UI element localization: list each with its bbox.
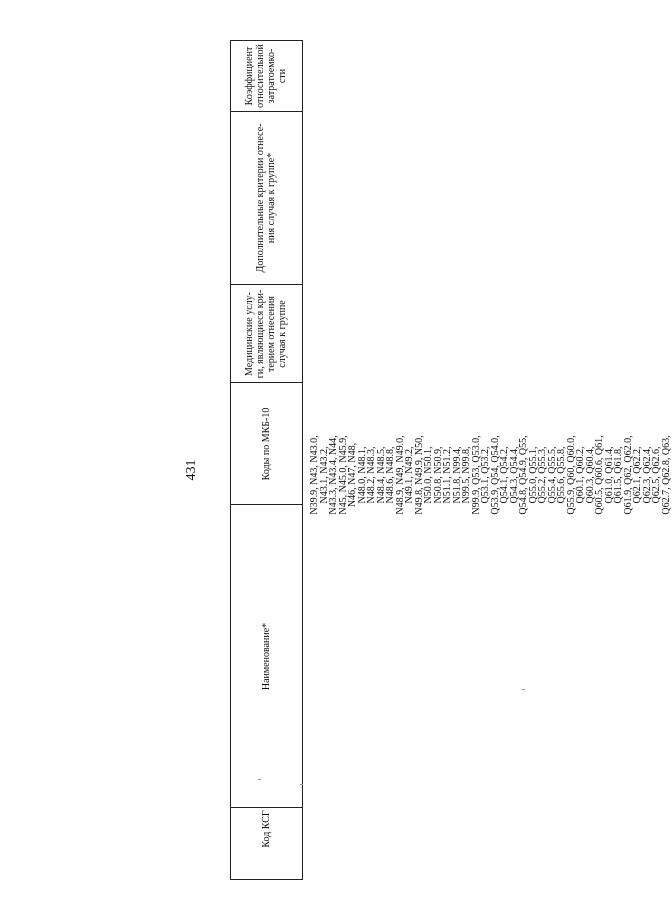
icd-code-line: N99.5, N99.8, [461, 446, 472, 504]
icd-code-line: N48.9, N49, N49.0, [394, 435, 406, 515]
icd-code-line: Q60.1, Q60.2, [575, 446, 586, 504]
icd-code-line: N51.8, N99.4, [451, 446, 463, 504]
icd-code-line: Q55.6, Q55.8, [556, 446, 567, 504]
icd-code-line: N46, N47, N48, [347, 442, 358, 508]
icd-code-line: Q60.5, Q60.6, Q61, [594, 435, 605, 515]
scan-speck [300, 784, 303, 785]
icd-code-line: Q54.8, Q54.9, Q55, [518, 435, 529, 515]
icd-code-line: N50.0, N50.1, [423, 446, 434, 504]
icd-code-line: Q55.9, Q60, Q60.0, [565, 435, 577, 515]
icd-code-line: N48.2, N48.3, [366, 446, 377, 504]
icd-code-line: Q62.7, Q62.8, Q63, [660, 435, 672, 515]
column-separator [230, 111, 302, 112]
icd-code-line: N43.1, N43.2, [318, 446, 330, 504]
icd-code-line: Q54.3, Q54.4, [508, 446, 520, 504]
icd-code-line: Q55.4, Q55.5, [546, 446, 558, 504]
scan-speck [522, 689, 525, 690]
icd-code-list [310, 375, 671, 575]
icd-code-line: N48.4, N48.5, [375, 446, 387, 504]
icd-code-line: Q55.2, Q55.3, [537, 446, 548, 504]
icd-code-line: N43.3, N43.4, N44, [328, 435, 339, 515]
icd-code-line: Q61.5, Q61.8, [613, 446, 624, 504]
icd-code-line: Q62.3, Q62.4, [641, 446, 653, 504]
page-number: 431 [184, 459, 199, 481]
icd-code-line: Q60.3, Q60.4, [584, 446, 596, 504]
icd-code-line: N99.9, Q53, Q53.0, [470, 435, 482, 515]
icd-code-line: Q53.1, Q53.2, [480, 446, 491, 504]
scan-speck [258, 779, 261, 780]
icd-code-line: Q61.9, Q62, Q62.0, [622, 435, 634, 515]
icd-code-line: Q62.1, Q62.2, [632, 446, 643, 504]
icd-code-line: N39.9, N43, N43.0, [309, 435, 320, 515]
icd-code-line: N49.8, N49.9, N50, [413, 435, 425, 515]
header-cost-coefficient: Коэффициент относительной затратоемко-сти [244, 44, 288, 108]
icd-code-line: Q55.0, Q55.1, [527, 446, 539, 504]
icd-code-line: Q61.0, Q61.4, [603, 446, 615, 504]
icd-code-line: N48.6, N48.8, [385, 446, 396, 504]
column-separator [230, 879, 302, 880]
icd-code-line: Q53.9, Q54, Q54.0, [489, 435, 501, 515]
column-separator [230, 284, 302, 285]
rotated-table-page [40, 40, 672, 880]
header-code-ksg: Код КСГ [260, 810, 272, 848]
icd-code-line: Q54.1, Q54.2, [499, 446, 510, 504]
header-icd-codes: Коды по МКБ-10 [260, 407, 272, 481]
header-name: Наименование* [260, 622, 272, 691]
icd-code-line: Q62.5, Q62.6, [651, 446, 662, 504]
column-separator [230, 40, 302, 41]
header-medical-services: Медицинские услу-ги, являющиеся кри-терием отнесения случая к группе [244, 289, 288, 379]
icd-code-line: N51.1, N51.2, [442, 446, 453, 504]
header-additional-criteria: Дополнительные критерии отнесе-ния случая к группе* [255, 123, 277, 273]
icd-code-line: N49.1, N49.2, [404, 446, 415, 504]
icd-code-line: N50.8, N50.9, [432, 446, 444, 504]
header-bottom-rule [302, 40, 303, 880]
icd-code-line: N48.0, N48.1, [356, 446, 368, 504]
icd-code-line: N45, N45.0, N45.9, [337, 435, 349, 515]
